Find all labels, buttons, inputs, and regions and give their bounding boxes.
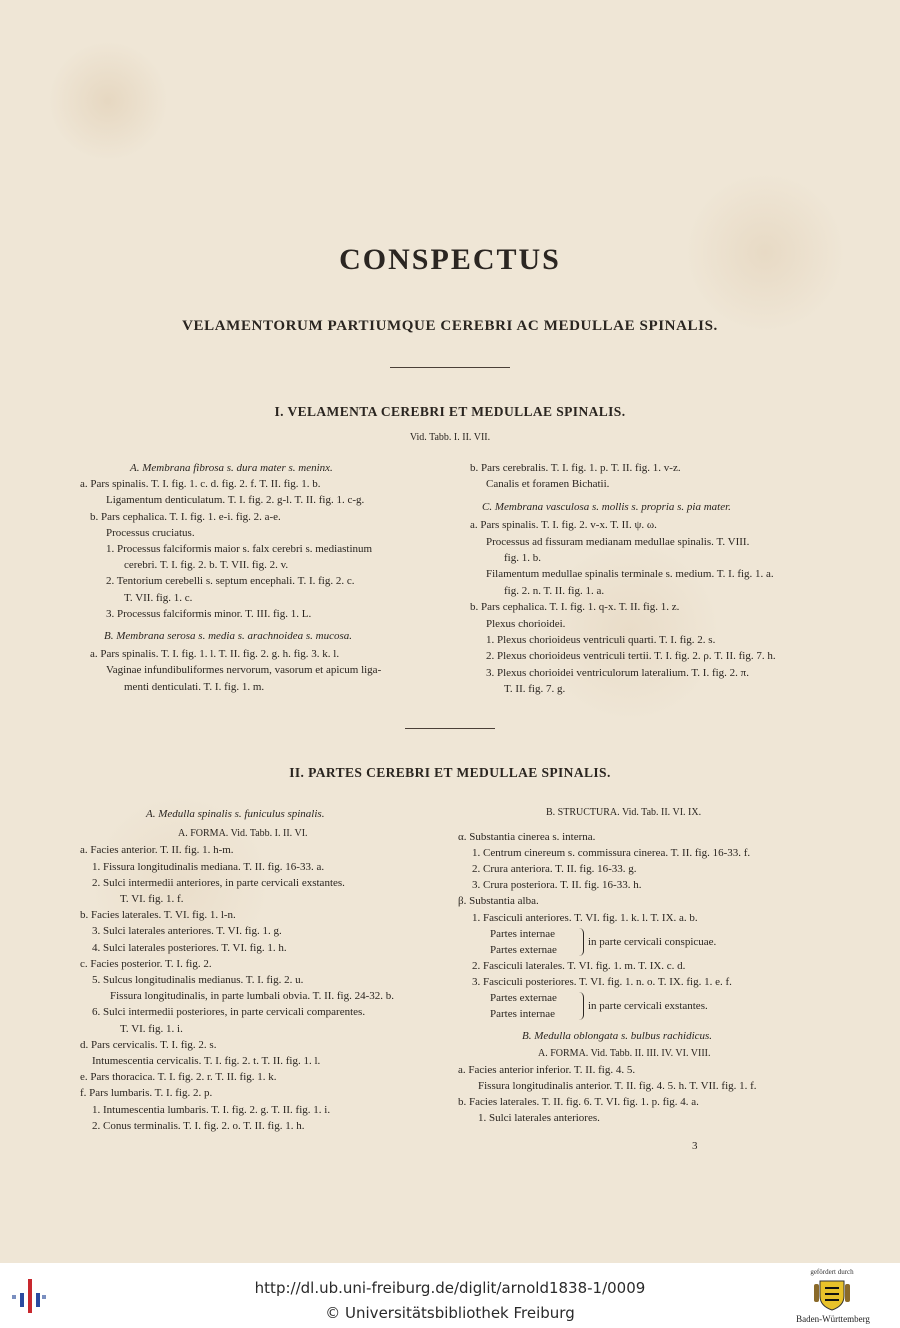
text-line: 1. Plexus chorioideus ventriculi quarti. T. I. fig. 2. s. [486, 634, 716, 647]
text-line: b. Pars cerebralis. T. I. fig. 1. p. T. II. fig. 1. v-z. [470, 462, 681, 474]
text-line: Partes internae [490, 1007, 556, 1020]
section2-right-column [458, 805, 838, 1126]
page-subtitle: VELAMENTORUM PARTIUMQUE CEREBRI AC MEDULLAE SPINALIS. [182, 318, 718, 334]
page-number: 3 [692, 1140, 698, 1152]
coat-of-arms-icon [812, 1278, 852, 1312]
text-line: Partes externae [490, 943, 557, 956]
subsection-heading: B. Membrana serosa s. media s. arachnoidea s. mucosa. [104, 630, 352, 643]
text-line: 1. Intumescentia lumbaris. T. I. fig. 2. g. T. II. fig. 1. i. [92, 1103, 331, 1116]
brace [579, 992, 584, 1020]
text-line: 2. Plexus chorioideus ventriculi tertii. T. I. fig. 2. ρ. T. II. fig. 7. h. [486, 650, 776, 663]
text-line: a. Pars spinalis. T. I. fig. 1. l. T. II. fig. 2. g. h. fig. 3. k. l. [90, 648, 340, 661]
source-url-link[interactable]: http://dl.ub.uni-freiburg.de/diglit/arnold1838-1/0009 [254, 1279, 646, 1297]
section-heading: I. VELAMENTA CEREBRI ET MEDULLAE SPINALIS. [274, 404, 626, 419]
text-line: 2. Crura anteriora. T. II. fig. 16-33. g. [472, 863, 637, 876]
text-line: fig. 1. b. [504, 552, 541, 565]
text-line: 5. Sulcus longitudinalis medianus. T. I. fig. 2. u. [92, 974, 304, 987]
text-line: b. Facies laterales. T. VI. fig. 1. l-n. [80, 909, 236, 922]
text-line: T. VI. fig. 1. i. [120, 1022, 183, 1035]
text-line: in parte cervicali exstantes. [588, 999, 708, 1012]
sponsor-name: Baden-Württemberg [796, 1314, 870, 1324]
text-line: T. II. fig. 7. g. [504, 683, 566, 696]
text-line: β. Substantia alba. [458, 895, 539, 908]
text-line: Fissura longitudinalis anterior. T. II. fig. 4. 5. h. T. VII. fig. 1. f. [478, 1080, 757, 1093]
brace-group [458, 990, 838, 1022]
brace-group [458, 926, 838, 958]
text-line: a. Pars spinalis. T. I. fig. 2. v-x. T. II. ψ. ω. [470, 519, 657, 532]
text-line: Fissura longitudinalis, in parte lumbali obvia. T. II. fig. 24-32. b. [110, 990, 395, 1003]
text-line: b. Pars cephalica. T. I. fig. 1. q-x. T. II. fig. 1. z. [470, 601, 680, 614]
text-line: a. Facies anterior inferior. T. II. fig. 4. 5. [458, 1064, 636, 1077]
subsection-heading: A. Medulla spinalis s. funiculus spinalis. [146, 808, 325, 820]
text-line: Processus ad fissuram medianam medullae spinalis. T. VIII. [486, 535, 750, 548]
text-line: 3. Crura posteriora. T. II. fig. 16-33. h. [472, 879, 642, 892]
sponsor-badge [790, 1266, 890, 1326]
text-line: Intumescentia cervicalis. T. I. fig. 2. t. T. II. fig. 1. l. [92, 1055, 321, 1068]
text-line: Filamentum medullae spinalis terminale s. medium. T. I. fig. 1. a. [486, 568, 774, 581]
text-line: 1. Centrum cinereum s. commissura cinerea. T. II. fig. 16-33. f. [472, 847, 751, 860]
text-line: Canalis et foramen Bichatii. [486, 478, 610, 491]
text-line: f. Pars lumbaris. T. I. fig. 2. p. [80, 1087, 213, 1100]
text-line: 3. Processus falciformis minor. T. III. fig. 1. L. [106, 607, 312, 620]
section2-left-column [80, 806, 450, 1134]
section-heading: II. PARTES CEREBRI ET MEDULLAE SPINALIS. [289, 765, 611, 780]
text-line: a. Facies anterior. T. II. fig. 1. h-m. [80, 844, 234, 857]
text-line: 3. Plexus chorioidei ventriculorum lateralium. T. I. fig. 2. π. [486, 666, 749, 679]
copyright-text: © Universitätsbibliothek Freiburg [325, 1304, 575, 1322]
section1-right-column [470, 460, 840, 698]
text-line: b. Facies laterales. T. II. fig. 6. T. VI. fig. 1. p. fig. 4. a. [458, 1096, 699, 1109]
subsection-heading: A. FORMA. Vid. Tabb. II. III. IV. VI. VIII. [538, 1047, 711, 1059]
text-line: Processus cruciatus. [106, 526, 195, 539]
text-line: menti denticulati. T. I. fig. 1. m. [124, 680, 265, 693]
text-line: cerebri. T. I. fig. 2. b. T. VII. fig. 2. v. [124, 559, 289, 572]
subsection-heading: A. FORMA. Vid. Tabb. I. II. VI. [178, 828, 308, 840]
text-line: T. VII. fig. 1. c. [124, 591, 193, 604]
section1-left-column [80, 460, 450, 695]
divider [405, 728, 495, 729]
text-line: 3. Fasciculi posteriores. T. VI. fig. 1. n. o. T. IX. fig. 1. e. f. [472, 975, 732, 988]
text-line: fig. 2. n. T. II. fig. 1. a. [504, 584, 605, 597]
text-line: c. Facies posterior. T. I. fig. 2. [80, 957, 212, 970]
text-line: e. Pars thoracica. T. I. fig. 2. r. T. II. fig. 1. k. [80, 1071, 277, 1084]
text-line: Vaginae infundibuliformes nervorum, vasorum et apicum liga- [106, 664, 382, 677]
text-line: 1. Processus falciformis maior s. falx cerebri s. mediastinum [106, 543, 373, 556]
text-line: 4. Sulci laterales posteriores. T. VI. fig. 1. h. [92, 941, 287, 954]
text-line: 2. Tentorium cerebelli s. septum encephali. T. I. fig. 2. c. [106, 575, 355, 588]
section-reference: Vid. Tabb. I. II. VII. [409, 432, 491, 443]
text-line: a. Pars spinalis. T. I. fig. 1. c. d. fig. 2. f. T. II. fig. 1. b. [80, 478, 321, 491]
text-line: Partes externae [490, 991, 557, 1004]
text-line: Plexus chorioidei. [486, 617, 566, 630]
text-line: 2. Conus terminalis. T. I. fig. 2. o. T. II. fig. 1. h. [92, 1119, 305, 1132]
subsection-heading: C. Membrana vasculosa s. mollis s. propria s. pia mater. [482, 500, 731, 513]
text-line: b. Pars cephalica. T. I. fig. 1. e-i. fig. 2. a-e. [90, 510, 281, 523]
text-line: 2. Sulci intermedii anteriores, in parte cervicali exstantes. [92, 876, 345, 889]
text-line: in parte cervicali conspicuae. [588, 935, 717, 948]
text-line: Ligamentum denticulatum. T. I. fig. 2. g-l. T. II. fig. 1. c-g. [106, 494, 365, 507]
text-line: 1. Fasciculi anteriores. T. VI. fig. 1. k. l. T. IX. a. b. [472, 911, 698, 924]
subsection-heading: A. Membrana fibrosa s. dura mater s. meninx. [130, 462, 333, 474]
text-line: T. VI. fig. 1. f. [120, 893, 184, 906]
page-title: CONSPECTUS [339, 243, 561, 276]
brace [579, 928, 584, 956]
subsection-heading: B. STRUCTURA. Vid. Tab. II. VI. IX. [546, 807, 702, 818]
subsection-heading: B. Medulla oblongata s. bulbus rachidicus. [522, 1029, 713, 1042]
text-line: α. Substantia cinerea s. interna. [458, 831, 596, 844]
text-line: 3. Sulci laterales anteriores. T. VI. fig. 1. g. [92, 925, 282, 938]
sponsor-caption: gefördert durch [810, 1268, 854, 1276]
text-line: Partes internae [490, 927, 556, 940]
text-line: 2. Fasciculi laterales. T. VI. fig. 1. m. T. IX. c. d. [472, 959, 686, 972]
text-line: 6. Sulci intermedii posteriores, in parte cervicali comparentes. [92, 1006, 366, 1019]
text-line: 1. Fissura longitudinalis mediana. T. II. fig. 16-33. a. [92, 860, 325, 873]
text-line: d. Pars cervicalis. T. I. fig. 2. s. [80, 1038, 217, 1051]
text-line: 1. Sulci laterales anteriores. [478, 1112, 600, 1125]
divider [390, 367, 510, 368]
